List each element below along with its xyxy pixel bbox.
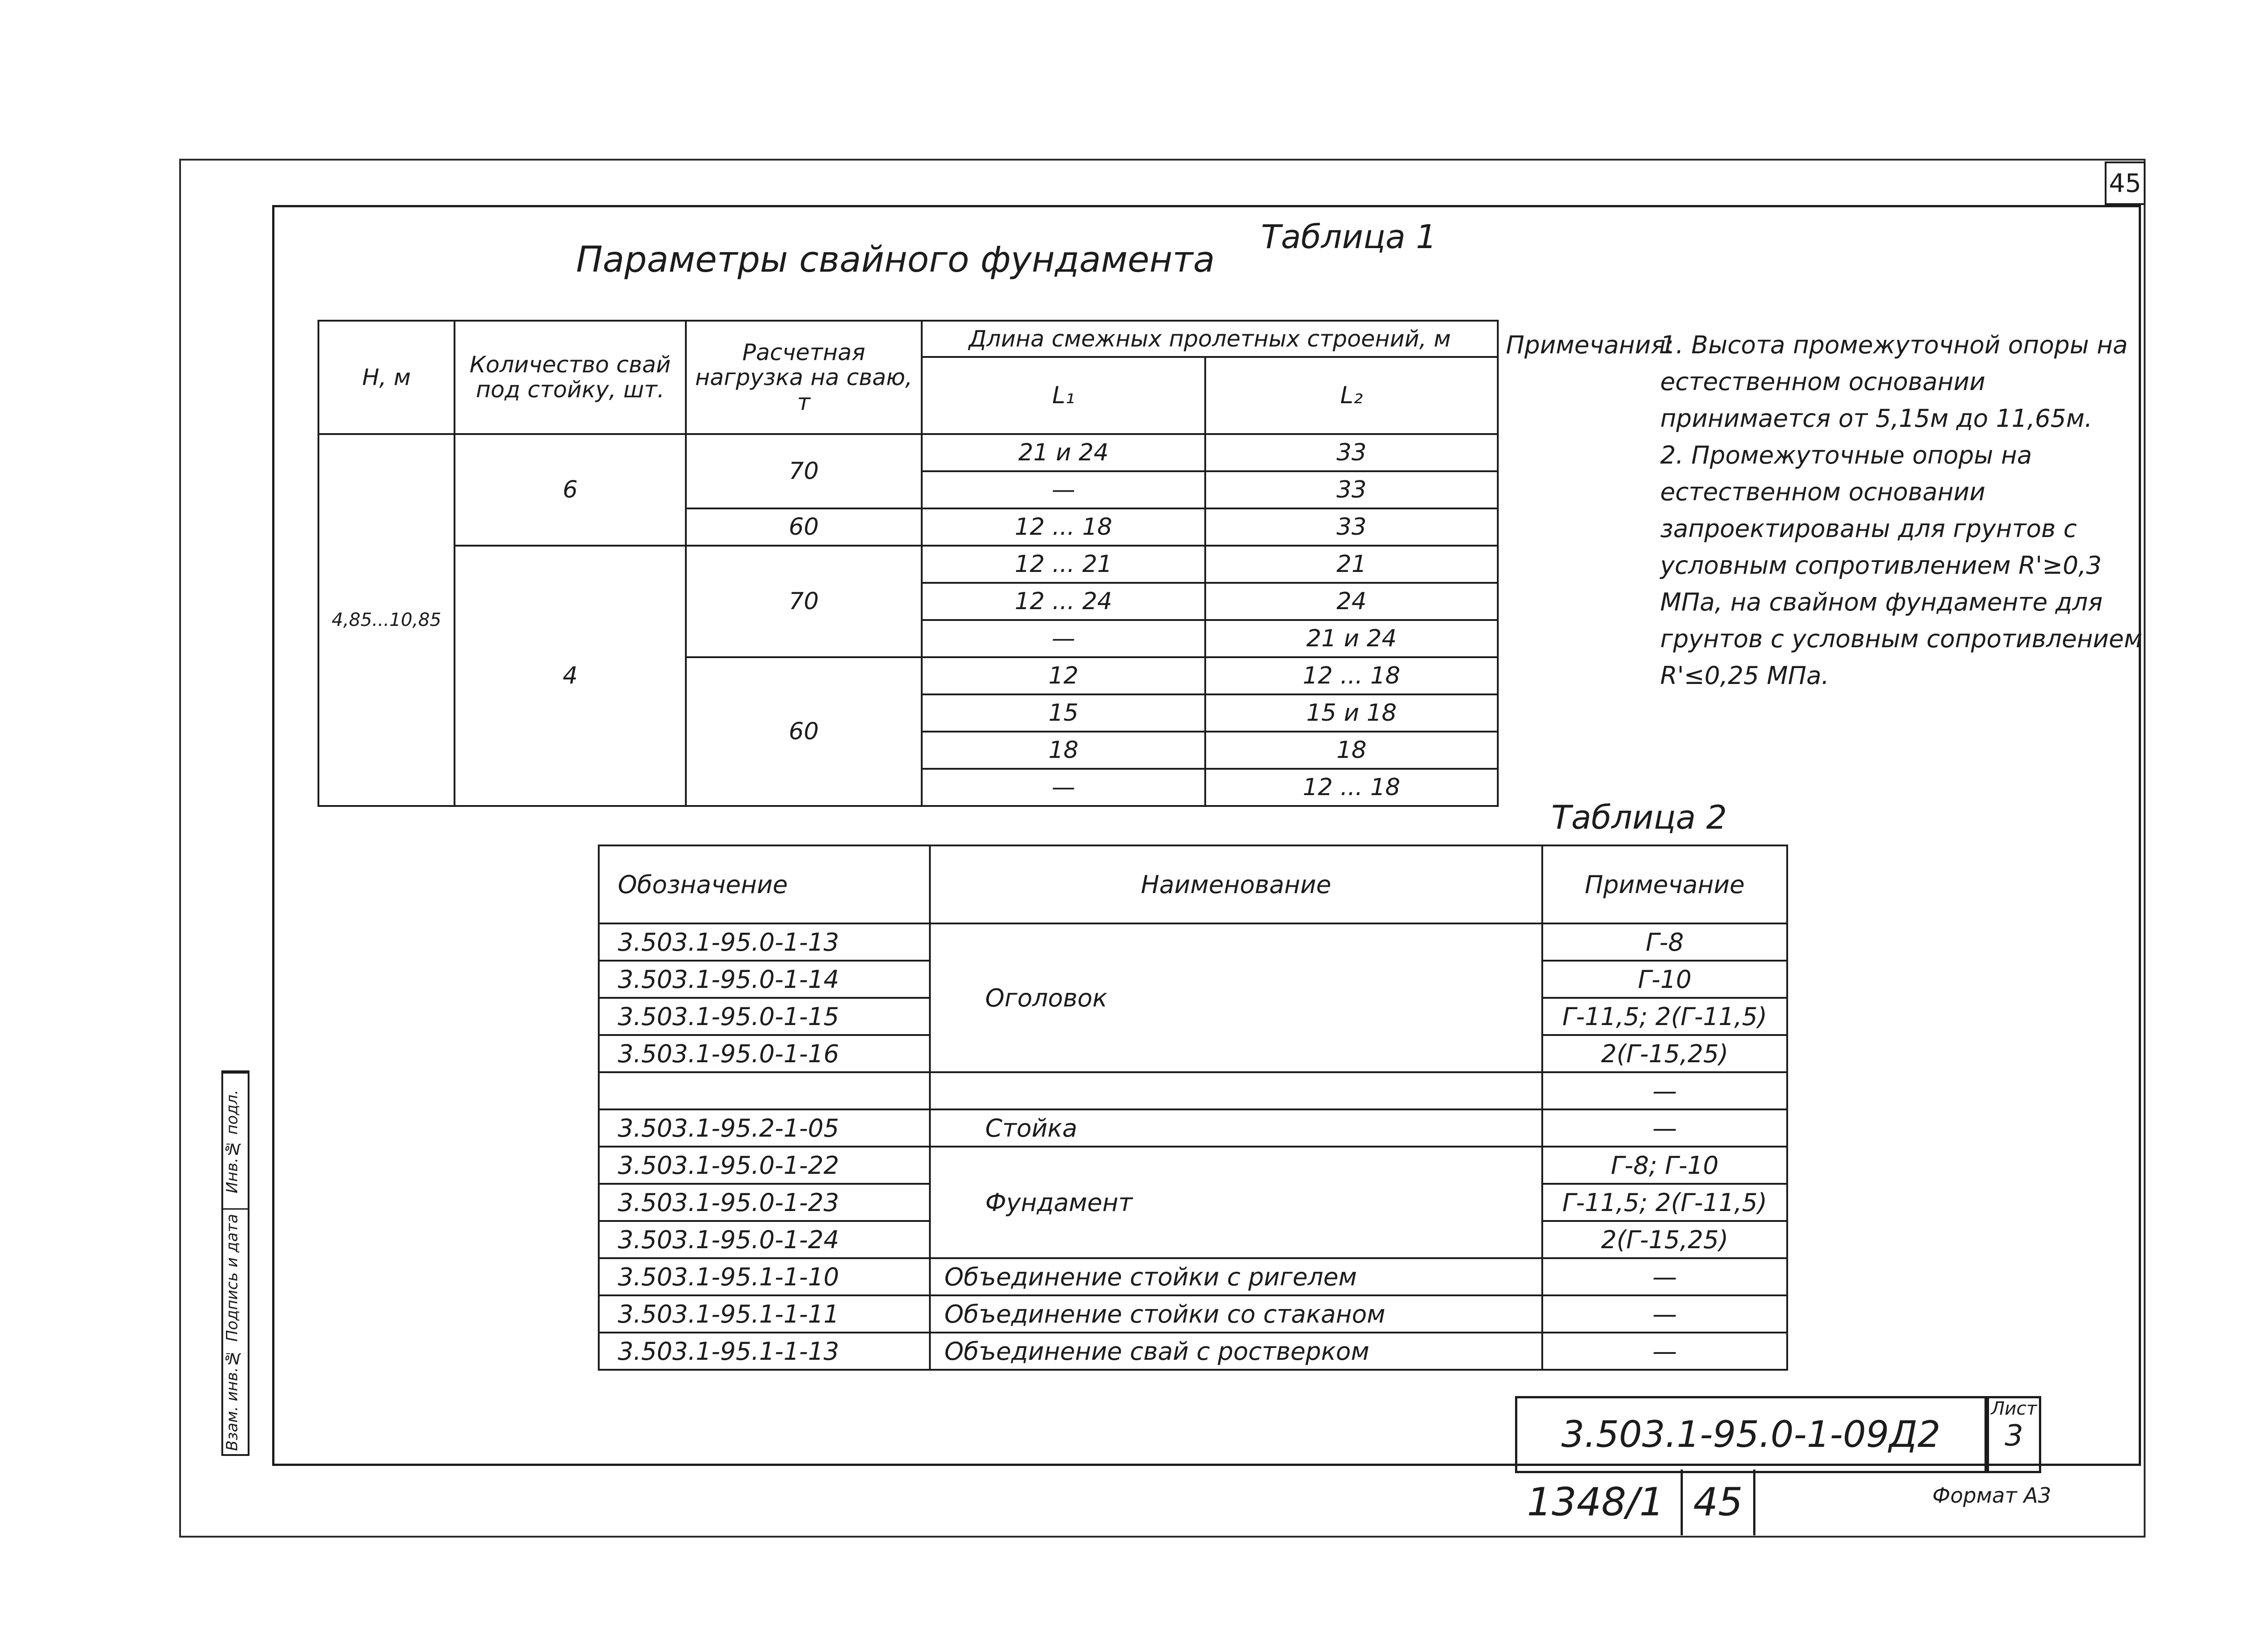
header-note: Примечание <box>1542 845 1787 923</box>
name-cell: Оголовок <box>930 923 1542 1072</box>
designation-cell: 3.503.1-95.0-1-23 <box>599 1184 930 1221</box>
note-cell: — <box>1542 1333 1787 1370</box>
l1-cell: 12 ... 21 <box>922 546 1205 583</box>
note-cell: Г-11,5; 2(Г-11,5) <box>1542 1184 1787 1221</box>
l2-cell: 15 и 18 <box>1205 694 1498 732</box>
note-cell: — <box>1542 1109 1787 1147</box>
name-cell: Объединение стойки с ригелем <box>930 1258 1542 1295</box>
note-cell: Г-8; Г-10 <box>1542 1147 1787 1184</box>
load-cell: 70 <box>686 546 922 657</box>
header-load: Расчетная нагрузка на сваю, т <box>686 321 922 434</box>
note-item: 2. Промежуточные опоры на естественном основании запроектированы для грунтов с условным сопротивлением R'≥0,3 МПа, на свайном фундаменте для грунтов с условным сопротивлением R'≤0,25 МПа. <box>1660 441 2142 690</box>
designation-cell: 3.503.1-95.0-1-16 <box>599 1035 930 1072</box>
l1-cell: — <box>922 471 1205 508</box>
designation-cell: 3.503.1-95.0-1-24 <box>599 1221 930 1258</box>
header-designation: Обозначение <box>599 845 930 923</box>
note-cell: 2(Г-15,25) <box>1542 1035 1787 1072</box>
header-h: Н, м <box>318 321 455 434</box>
l2-cell: 12 ... 18 <box>1205 769 1498 806</box>
l1-cell: 12 <box>922 657 1205 694</box>
piles-cell: 6 <box>455 434 686 546</box>
l1-cell: 12 ... 24 <box>922 583 1205 620</box>
l2-cell: 24 <box>1205 583 1498 620</box>
note-cell: — <box>1542 1072 1787 1109</box>
page-title: Параметры свайного фундамента <box>576 239 1215 280</box>
header-name: Наименование <box>930 845 1542 923</box>
document-designation: 3.503.1-95.0-1-09Д2 <box>1515 1396 1987 1473</box>
notes-label: Примечания: <box>1506 331 1674 359</box>
name-cell: Стойка <box>930 1109 1542 1147</box>
l2-cell: 12 ... 18 <box>1205 657 1498 694</box>
l1-cell: 18 <box>922 732 1205 769</box>
designation-cell: 3.503.1-95.0-1-22 <box>599 1147 930 1184</box>
load-cell: 60 <box>686 508 922 546</box>
table2-label: Таблица 2 <box>1551 798 1727 836</box>
sheet-value: 3 <box>2004 1419 2024 1453</box>
l1-cell: 21 и 24 <box>922 434 1205 471</box>
l1-cell: 15 <box>922 694 1205 732</box>
name-cell: Фундамент <box>930 1147 1542 1258</box>
load-cell: 70 <box>686 434 922 508</box>
sheet-number-box: 45 <box>2105 161 2146 205</box>
l2-cell: 21 и 24 <box>1205 620 1498 657</box>
documents-table <box>598 845 1788 1371</box>
designation-cell: 3.503.1-95.0-1-13 <box>599 923 930 961</box>
note-cell: 2(Г-15,25) <box>1542 1221 1787 1258</box>
designation-cell: 3.503.1-95.0-1-14 <box>599 961 930 998</box>
l2-cell: 33 <box>1205 508 1498 546</box>
header-l1: L₁ <box>922 357 1205 434</box>
header-lengths: Длина смежных пролетных строений, м <box>922 321 1498 357</box>
h-range-cell: 4,85...10,85 <box>318 434 455 806</box>
l1-cell: — <box>922 620 1205 657</box>
side-stamp-field: Подпись и дата <box>223 1208 248 1346</box>
piles-cell: 4 <box>455 546 686 806</box>
side-stamp-field: Инв.№ подл. <box>223 1072 248 1210</box>
name-cell <box>930 1072 1542 1109</box>
inventory-sheet: 45 <box>1683 1470 1755 1535</box>
note-cell: — <box>1542 1295 1787 1333</box>
inventory-number: 1348/1 <box>1510 1470 1683 1535</box>
l2-cell: 33 <box>1205 434 1498 471</box>
header-l2: L₂ <box>1205 357 1498 434</box>
designation-cell: 3.503.1-95.1-1-13 <box>599 1333 930 1370</box>
sheet-label: Лист <box>1991 1398 2037 1419</box>
designation-cell <box>599 1072 930 1109</box>
designation-cell: 3.503.1-95.2-1-05 <box>599 1109 930 1147</box>
designation-cell: 3.503.1-95.0-1-15 <box>599 998 930 1035</box>
note-cell: Г-10 <box>1542 961 1787 998</box>
name-cell: Объединение свай с ростверком <box>930 1333 1542 1370</box>
note-cell: — <box>1542 1258 1787 1295</box>
designation-cell: 3.503.1-95.1-1-11 <box>599 1295 930 1333</box>
note-item: 1. Высота промежуточной опоры на естественном основании принимается от 5,15м до 11,65м. <box>1660 331 2128 433</box>
side-stamp-field: Взам. инв.№ <box>223 1349 241 1451</box>
designation-cell: 3.503.1-95.1-1-10 <box>599 1258 930 1295</box>
l1-cell: — <box>922 769 1205 806</box>
l1-cell: 12 ... 18 <box>922 508 1205 546</box>
format-label: Формат А3 <box>1932 1483 2051 1508</box>
load-cell: 60 <box>686 657 922 806</box>
side-stamp <box>221 1070 249 1456</box>
name-cell: Объединение стойки со стаканом <box>930 1295 1542 1333</box>
l2-cell: 33 <box>1205 471 1498 508</box>
l2-cell: 18 <box>1205 732 1498 769</box>
pile-parameters-table <box>318 320 1499 807</box>
note-cell: Г-8 <box>1542 923 1787 961</box>
l2-cell: 21 <box>1205 546 1498 583</box>
table1-label: Таблица 1 <box>1261 218 1437 256</box>
sheet-cell <box>1987 1396 2041 1473</box>
header-piles: Количество свай под стойку, шт. <box>455 321 686 434</box>
note-cell: Г-11,5; 2(Г-11,5) <box>1542 998 1787 1035</box>
